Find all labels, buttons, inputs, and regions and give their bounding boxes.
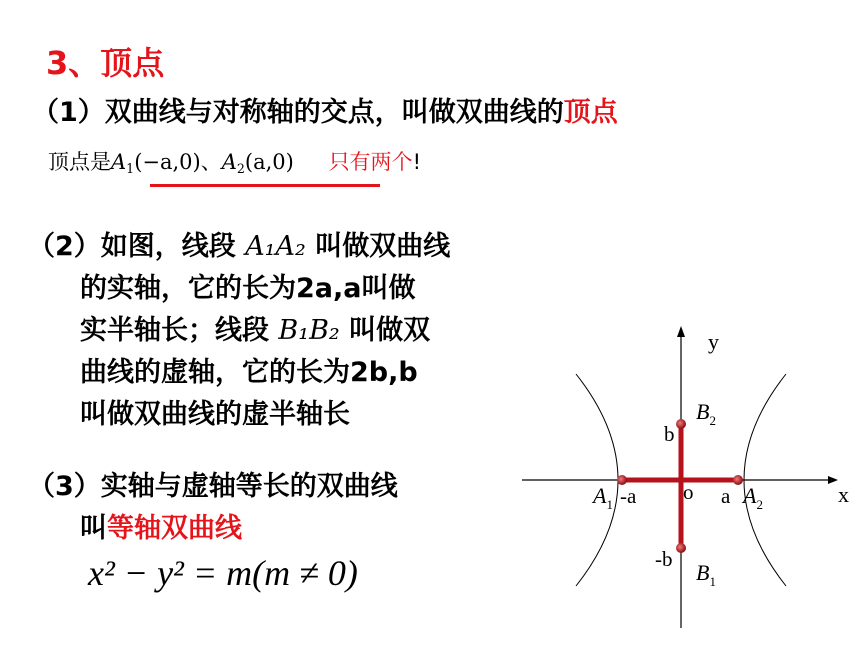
- vertex-term: 顶点: [563, 97, 618, 128]
- vertex-a2-coord: (a,0): [244, 150, 294, 174]
- point-b1: [676, 543, 686, 553]
- vertex-a1-sub: 1: [126, 161, 135, 176]
- segment-a1a2: A₁A₂: [245, 231, 306, 262]
- definition-axes-line2: 的实轴，它的长为2a,a叫做: [80, 273, 416, 304]
- vertex-count-end: !: [412, 150, 421, 174]
- definition-axes-line5: 叫做双曲线的虚半轴长: [80, 399, 350, 430]
- definition-equilateral-line1: （3）实轴与虚轴等长的双曲线: [28, 471, 398, 502]
- equilateral-formula: x² − y² = m(m ≠ 0): [88, 553, 358, 593]
- label-b2: $B_2$: [696, 399, 716, 428]
- tick-a-label: a: [721, 484, 731, 508]
- axes-text-1b: 叫做双曲线: [305, 231, 451, 262]
- vertex-a2-point: [733, 475, 743, 485]
- x-axis-label: x: [838, 482, 849, 507]
- y-axis-label: y: [708, 329, 719, 354]
- tick-neg-b-label: -b: [655, 547, 673, 571]
- vertex-count-note: 只有两个: [328, 150, 413, 174]
- definition-axes-line4: 曲线的虚轴，它的长为2b,b: [80, 357, 418, 388]
- axes-text-3b: 叫做双: [339, 315, 431, 346]
- segment-b1b2: B₁B₂: [278, 315, 340, 346]
- definition-vertex-text: （1）双曲线与对称轴的交点，叫做双曲线的: [32, 97, 564, 128]
- label-b1: $B_1$: [696, 560, 716, 589]
- section-heading: 3、顶点: [46, 44, 165, 82]
- vertex-a2: A: [221, 150, 237, 174]
- label-a1: $A_1$: [593, 483, 613, 512]
- vertex-a1: A: [111, 150, 127, 174]
- tick-b-label: b: [664, 422, 675, 446]
- axes-text-1a: （2）如图，线段: [28, 231, 246, 262]
- y-axis-arrow-icon: [677, 326, 685, 337]
- vertex-a1-coord: (−a,0): [134, 150, 201, 174]
- equilateral-term: 等轴双曲线: [107, 513, 242, 544]
- origin-label: o: [683, 480, 694, 504]
- vertex-separator: 、: [200, 150, 222, 174]
- axes-text-3a: 实半轴长；线段: [80, 315, 279, 346]
- point-b2: [676, 419, 686, 429]
- equilateral-text: 叫: [80, 513, 107, 544]
- vertex-label: 顶点是: [48, 150, 111, 174]
- label-a2: $A_2$: [743, 483, 763, 512]
- x-axis-arrow-icon: [828, 476, 838, 484]
- vertex-a2-sub: 2: [236, 161, 245, 176]
- tick-neg-a-label: -a: [620, 484, 637, 508]
